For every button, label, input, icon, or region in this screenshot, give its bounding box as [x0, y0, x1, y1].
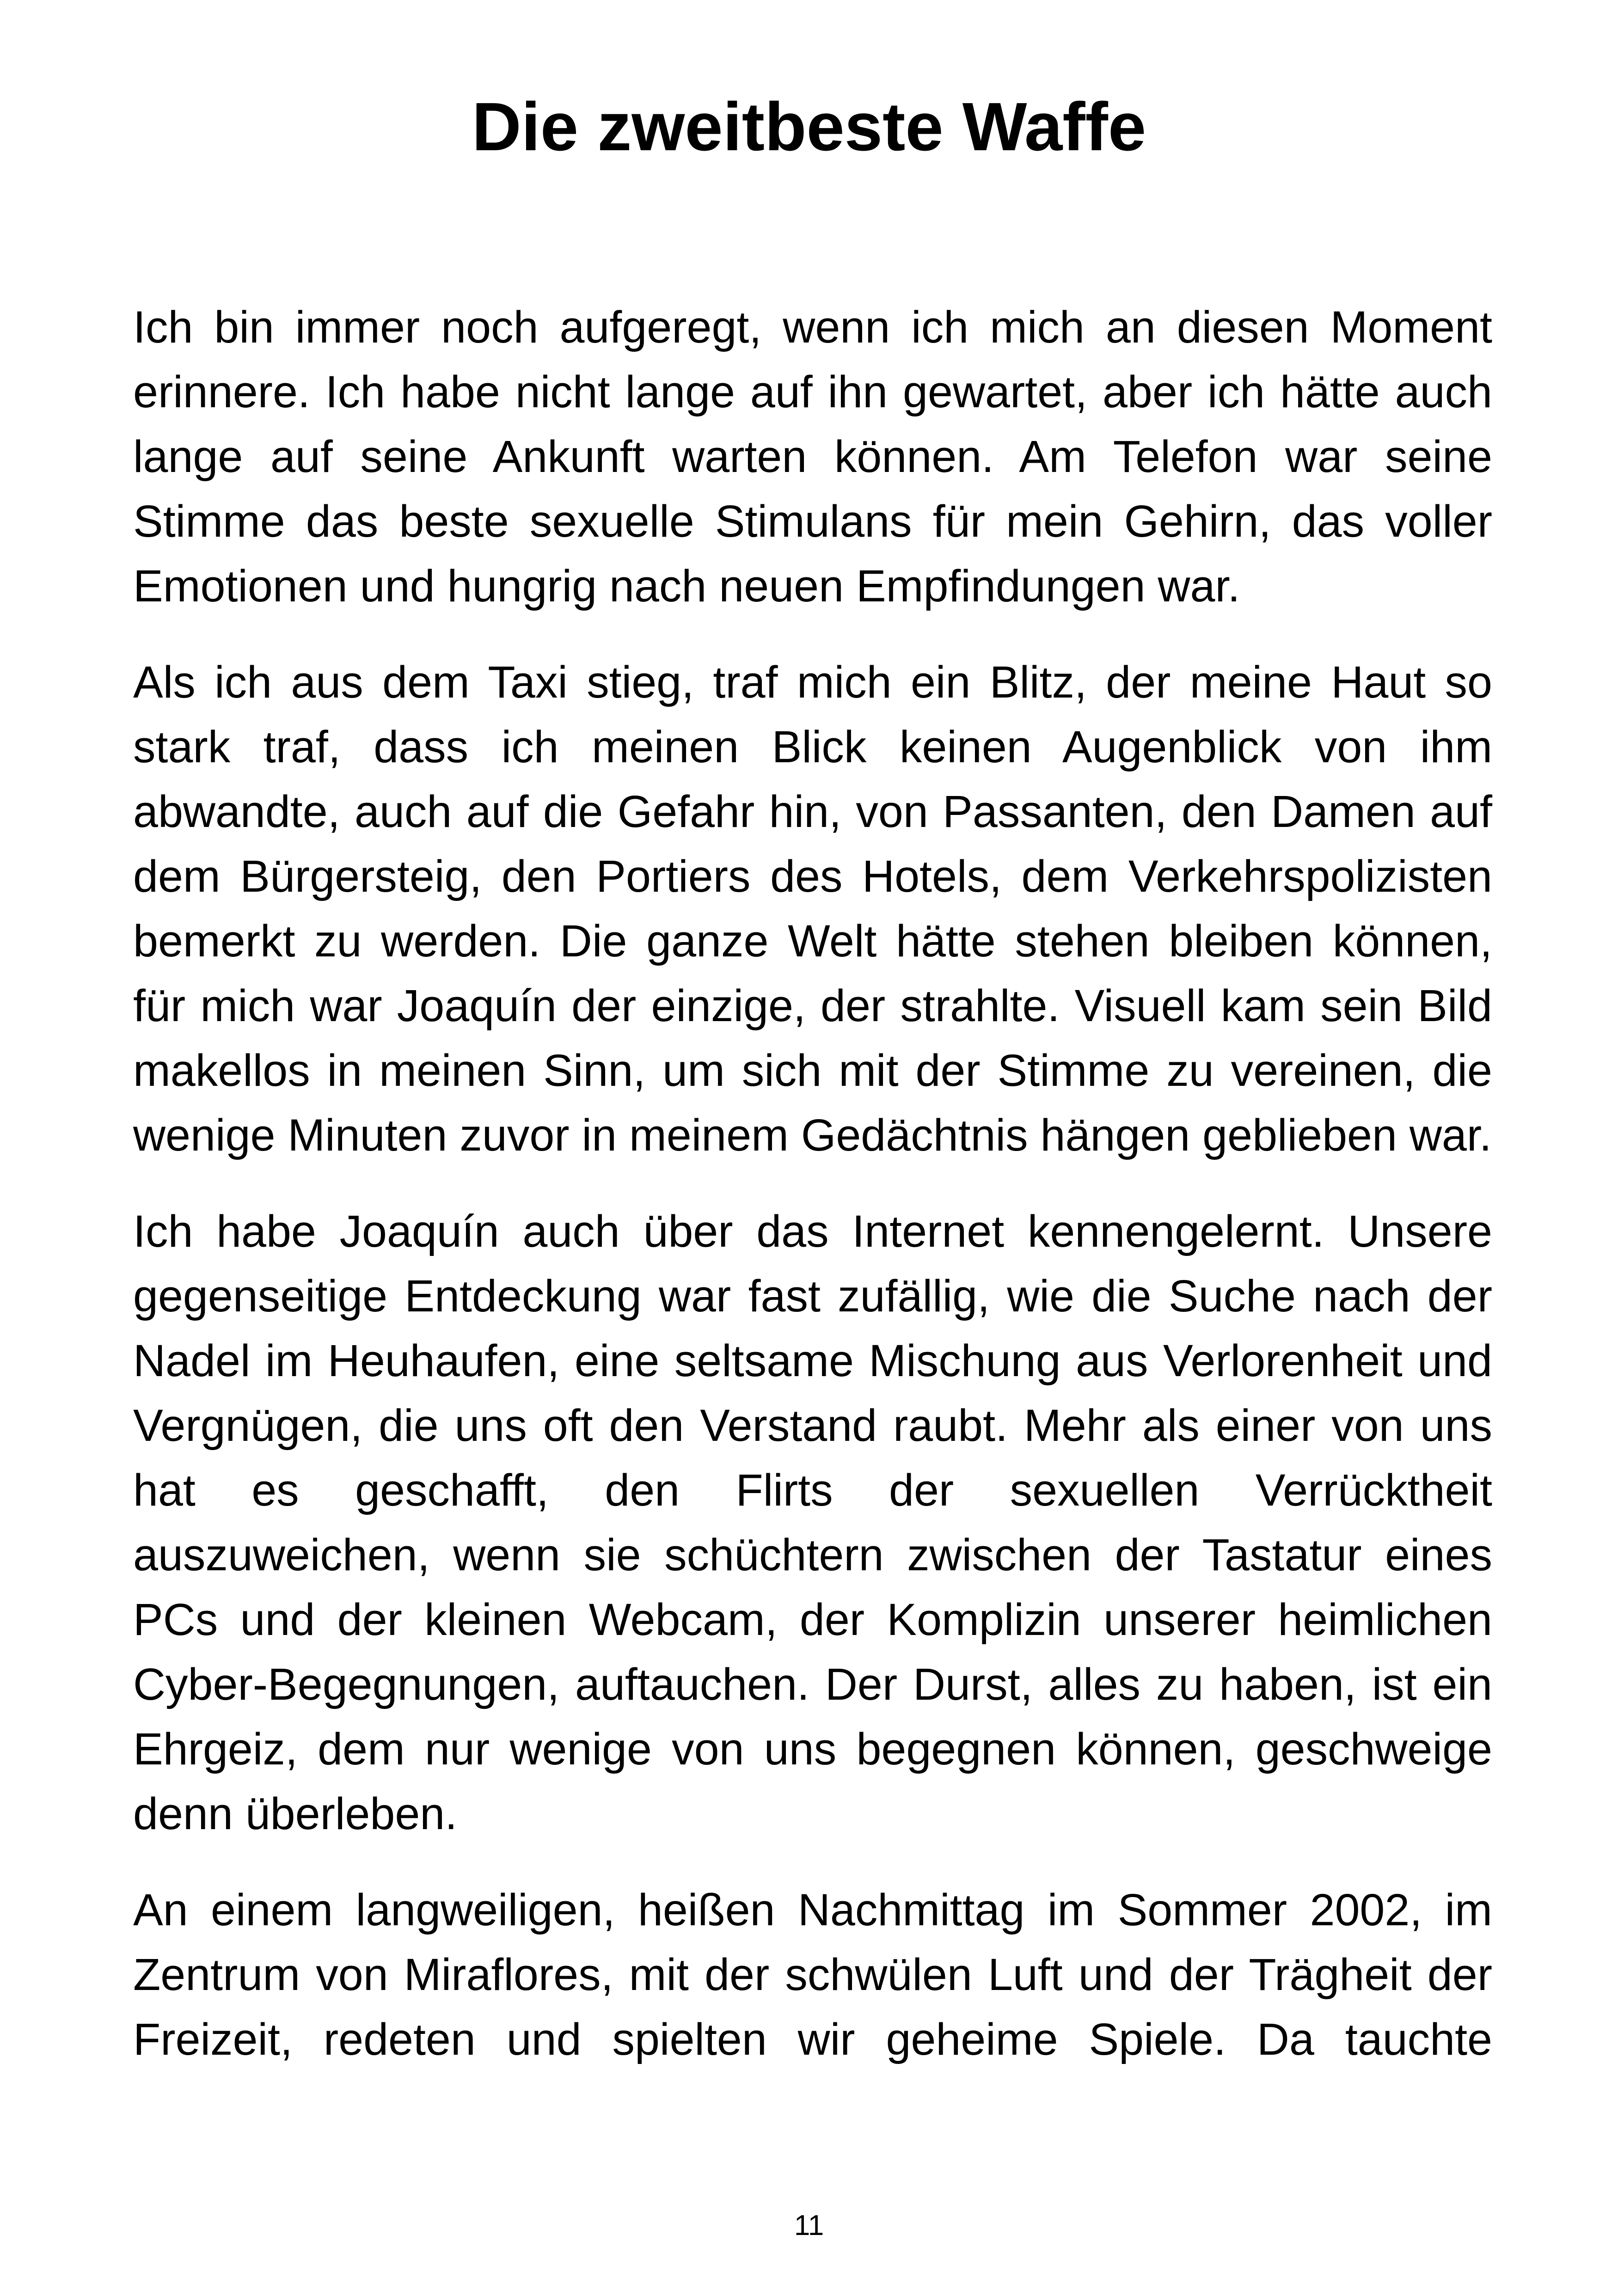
- paragraph-3: Ich habe Joaquín auch über das Internet kennengelernt. Unsere gegenseitige Entdeckung war fast zufällig, wie die Suche nach der Nadel im Heuhaufen, eine seltsame Mischung aus Verlorenheit und Vergnügen, die uns oft den Verstand raubt. Mehr als einer von uns hat es geschafft, den Flirts der sexuellen Verrücktheit auszuweichen, wenn sie schüchtern zwischen der Tastatur eines PCs und der kleinen Webcam, der Komplizin unserer heimlichen Cyber-Begegnungen, auftauchen. Der Durst, alles zu haben, ist ein Ehrgeiz, dem nur wenige von uns begegnen können, geschweige denn überleben.: [133, 1206, 1492, 1839]
- page-number: 11: [794, 2210, 824, 2241]
- paragraph-1: Ich bin immer noch aufgeregt, wenn ich mich an diesen Moment erinnere. Ich habe nicht lange auf ihn gewartet, aber ich hätte auch lange auf seine Ankunft warten können. Am Telefon war seine Stimme das beste sexuelle Stimulans für mein Gehirn, das voller Emotionen und hungrig nach neuen Empfindungen war.: [133, 302, 1492, 611]
- chapter-title: Die zweitbeste Waffe: [472, 89, 1146, 165]
- paragraph-4: An einem langweiligen, heißen Nachmittag im Sommer 2002, im Zentrum von Miraflores, mit der schwülen Luft und der Trägheit der Freizeit, redeten und spielten wir geheime Spiele. Da tauchte: [133, 1885, 1492, 2064]
- paragraph-2: Als ich aus dem Taxi stieg, traf mich ein Blitz, der meine Haut so stark traf, dass ich meinen Blick keinen Augenblick von ihm abwandte, auch auf die Gefahr hin, von Passanten, den Damen auf dem Bürgersteig, den Portiers des Hotels, dem Verkehrspolizisten bemerkt zu werden. Die ganze Welt hätte stehen bleiben können, für mich war Joaquín der einzige, der strahlte. Visuell kam sein Bild makellos in meinen Sinn, um sich mit der Stimme zu vereinen, die wenige Minuten zuvor in meinem Gedächtnis hängen geblieben war.: [133, 657, 1492, 1160]
- body-text: [133, 295, 1492, 2103]
